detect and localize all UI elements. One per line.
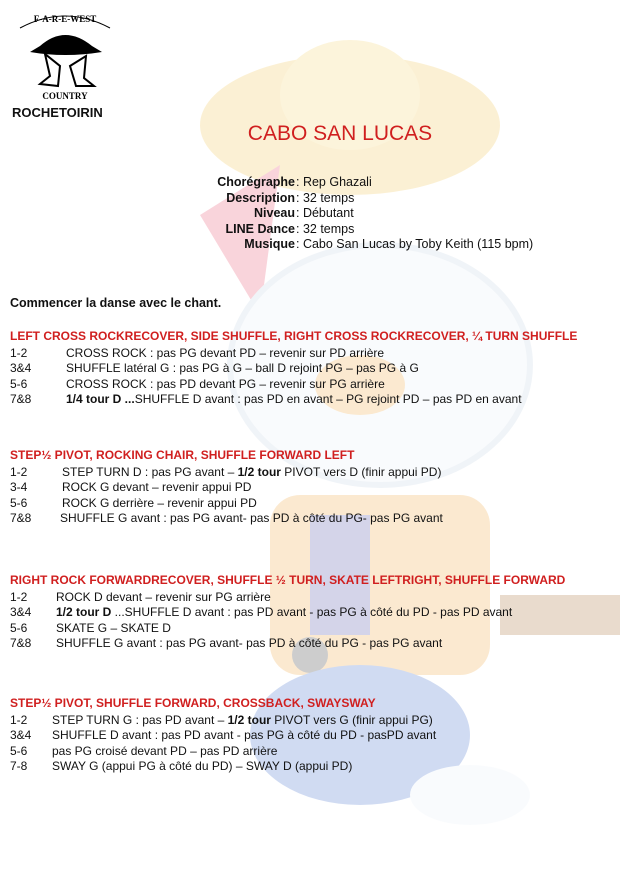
step-text: SHUFFLE G avant : pas PG avant- pas PD à côté du PG - pas PG avant <box>56 635 443 650</box>
step-text: 1/4 tour D ... <box>66 391 135 406</box>
step-row <box>10 361 630 376</box>
step-text <box>56 605 512 620</box>
dance-meta <box>0 175 640 253</box>
step-text: ROCK G devant – revenir appui PD <box>62 480 252 495</box>
step-text: SHUFFLE G avant : pas PG avant- pas PD à côté du PG- pas PG avant <box>60 510 443 525</box>
step-count: 3&4 <box>10 361 32 376</box>
step-text <box>60 511 443 526</box>
meta-line-dance: LINE Dance : 32 temps <box>225 221 355 236</box>
step-count: 5-6 <box>10 495 28 510</box>
step-text: ROCK G derrière – revenir appui PD <box>62 495 257 510</box>
step-text <box>52 728 436 743</box>
step-row <box>10 759 630 774</box>
step-count: 5-6 <box>10 743 28 758</box>
section-heading: LEFT CROSS ROCKRECOVER, SIDE SHUFFLE, RIGHT CROSS ROCKRECOVER, ¼ TURN SHUFFLE <box>10 329 578 343</box>
section-2 <box>10 448 630 526</box>
step-row <box>10 636 630 651</box>
step-count: 5-6 <box>10 376 28 391</box>
step-text: ROCK D devant – revenir sur PG arrière <box>56 590 271 604</box>
dance-title: CABO SAN LUCAS <box>247 122 433 145</box>
step-text <box>52 713 433 728</box>
section-1 <box>10 329 630 407</box>
step-text <box>62 496 257 511</box>
step-text: SWAY G (appui PG à côté du PD) – SWAY D (appui PD) <box>52 758 353 773</box>
section-4 <box>10 696 630 774</box>
step-count: 3&4 <box>10 605 32 620</box>
step-text <box>52 759 352 774</box>
step-text <box>56 636 442 651</box>
step-row <box>10 465 630 480</box>
step-row <box>10 605 630 620</box>
step-count: 1-2 <box>10 713 28 727</box>
step-count: 3&4 <box>10 728 32 743</box>
step-text: PIVOT vers D (finir appui PD) <box>280 465 442 479</box>
step-text <box>56 621 171 636</box>
step-count: 7&8 <box>10 391 32 406</box>
meta-level: Niveau : Débutant <box>254 206 354 221</box>
step-row <box>10 728 630 743</box>
step-text <box>62 480 251 495</box>
step-count: 5-6 <box>10 620 28 635</box>
step-text <box>56 590 271 605</box>
club-name: ROCHETOIRIN <box>12 105 103 120</box>
svg-text:F-A-R-E-WEST: F-A-R-E-WEST <box>33 14 97 24</box>
step-text <box>66 361 419 376</box>
step-row <box>10 496 630 511</box>
step-count: 1-2 <box>10 346 28 360</box>
step-count: 7&8 <box>10 635 32 650</box>
meta-description: Description : 32 temps <box>226 190 355 205</box>
step-text: 1/2 tour D <box>56 605 112 620</box>
step-text: 1/2 tour <box>237 465 281 479</box>
step-row <box>10 713 630 728</box>
meta-music: Musique : Cabo San Lucas by Toby Keith (115 bpm) <box>244 237 534 252</box>
step-text <box>66 346 384 361</box>
step-row <box>10 590 630 605</box>
step-text: 1/2 tour <box>227 713 271 727</box>
step-row <box>10 621 630 636</box>
svg-text:COUNTRY: COUNTRY <box>42 91 88 101</box>
intro-text: Commencer la danse avec le chant. <box>10 296 222 310</box>
step-count: 1-2 <box>10 465 28 479</box>
step-text: STEP TURN G : pas PD avant – <box>52 713 228 727</box>
step-count: 7-8 <box>10 758 28 773</box>
step-text <box>62 465 441 480</box>
section-3 <box>10 573 630 651</box>
step-text: CROSS ROCK : pas PD devant PG – revenir sur PG arrière <box>66 376 385 391</box>
step-text <box>52 744 277 759</box>
step-row <box>10 377 630 392</box>
step-count: 1-2 <box>10 590 28 604</box>
club-logo <box>10 6 120 102</box>
step-text: CROSS ROCK : pas PG devant PD – revenir sur PD arrière <box>66 346 385 360</box>
step-text <box>66 392 522 407</box>
step-text: ...SHUFFLE D avant : pas PD avant - pas PG à côté du PD - pas PD avant <box>111 605 513 620</box>
step-text: SHUFFLE D avant : pas PD avant - pas PG à côté du PD - pasPD avant <box>52 728 437 743</box>
step-text: SHUFFLE D avant : pas PD en avant – PG rejoint PD – pas PD en avant <box>134 391 522 406</box>
section-heading: STEP½ PIVOT, SHUFFLE FORWARD, CROSSBACK, SWAYSWAY <box>10 696 376 710</box>
step-row <box>10 480 630 495</box>
section-heading: STEP½ PIVOT, ROCKING CHAIR, SHUFFLE FORWARD LEFT <box>10 448 355 462</box>
step-row <box>10 346 630 361</box>
step-text <box>66 377 385 392</box>
step-text: pas PG croisé devant PD – pas PD arrière <box>52 743 278 758</box>
section-heading: RIGHT ROCK FORWARDRECOVER, SHUFFLE ½ TURN, SKATE LEFTRIGHT, SHUFFLE FORWARD <box>10 573 566 587</box>
step-row <box>10 744 630 759</box>
step-text: PIVOT vers G (finir appui PG) <box>270 713 433 727</box>
step-text: SKATE G – SKATE D <box>56 620 171 635</box>
meta-choreographer: Chorégraphe : Rep Ghazali <box>217 175 372 189</box>
step-text: STEP TURN D : pas PG avant – <box>62 465 238 479</box>
step-row <box>10 392 630 407</box>
step-text: SHUFFLE latéral G : pas PG à G – ball D rejoint PG – pas PG à G <box>66 361 419 376</box>
step-count: 3-4 <box>10 480 28 495</box>
step-row <box>10 511 630 526</box>
step-count: 7&8 <box>10 510 32 525</box>
